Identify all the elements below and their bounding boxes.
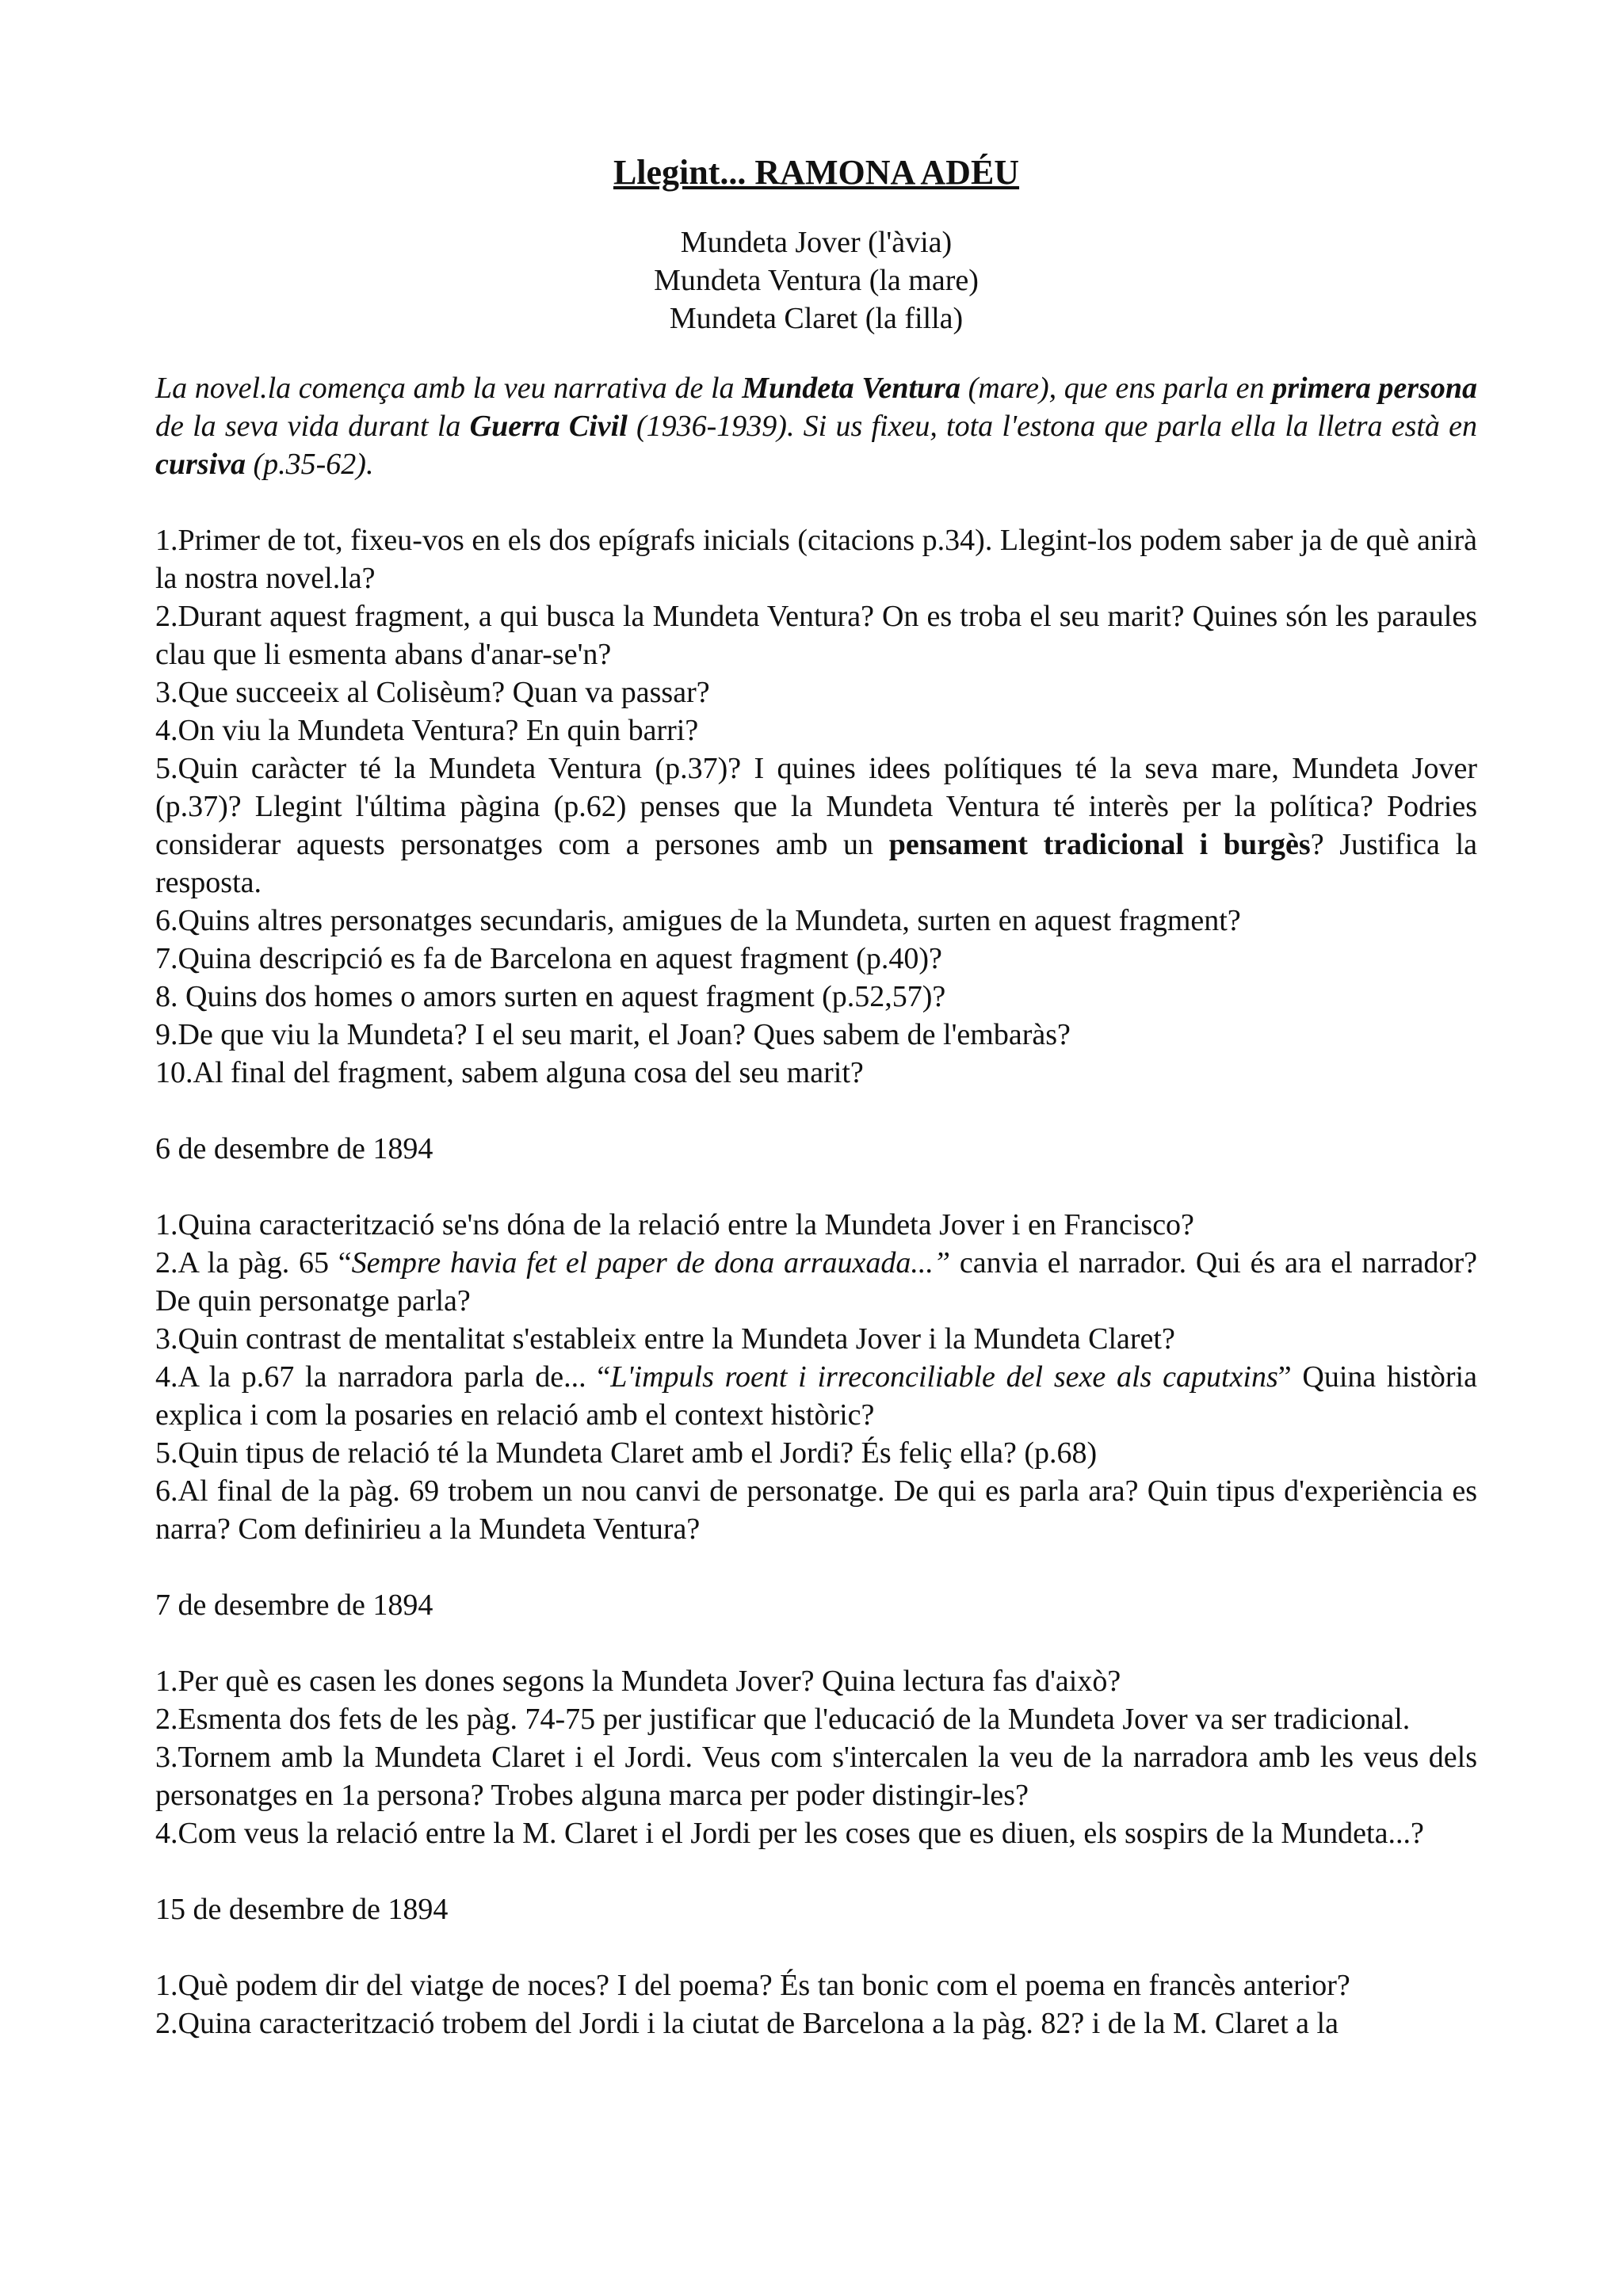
question: 5.Quin caràcter té la Mundeta Ventura (p.37)? I quines idees polítiques té la seva mare, Mundeta Jover (p.37)? Llegint l'última pàgina (p.62) penses que la Mundeta Ventura té interès per la política? Podries considerar aquests personatges com a persones amb un pensament tradicional i burgès? Justifica la resposta. — [155, 752, 1477, 899]
question: 3.Quin contrast de mentalitat s'estableix entre la Mundeta Jover i la Mundeta Claret? — [155, 1322, 1175, 1356]
question: 8. Quins dos homes o amors surten en aquest fragment (p.52,57)? — [155, 980, 946, 1013]
question: 2.Durant aquest fragment, a qui busca la Mundeta Ventura? On es troba el seu marit? Quines són les paraules clau que li esmenta abans d'anar-se'n? — [155, 600, 1477, 671]
question: 4.Com veus la relació entre la M. Claret i el Jordi per les coses que es diuen, els sospirs de la Mundeta...? — [155, 1817, 1424, 1850]
question: 2.A la pàg. 65 “Sempre havia fet el paper de dona arrauxada...” canvia el narrador. Qui és ara el narrador? De quin personatge parla? — [155, 1246, 1477, 1318]
question: 3.Tornem amb la Mundeta Claret i el Jordi. Veus com s'intercalen la veu de la narradora amb les veus dels personatges en 1a persona? Trobes alguna marca per poder distingir-les? — [155, 1741, 1477, 1812]
questions-section-4 — [155, 1966, 1477, 2042]
intro-paragraph: La novel.la comença amb la veu narrativa de la Mundeta Ventura (mare), que ens parla en primera persona de la seva vida durant la Guerra Civil (1936-1939). Si us fixeu, tota l'estona que parla ella la lletra està en cursiva (p.35-62). — [155, 372, 1478, 481]
character-item: Mundeta Claret (la filla) — [669, 302, 964, 335]
document-page — [155, 151, 1477, 2081]
question: 7.Quina descripció es fa de Barcelona en aquest fragment (p.40)? — [155, 942, 942, 975]
question: 6.Al final de la pàg. 69 trobem un nou canvi de personatge. De qui es parla ara? Quin tipus d'experiència es narra? Com definirieu a la Mundeta Ventura? — [155, 1474, 1477, 1546]
question: 2.Esmenta dos fets de les pàg. 74-75 per justificar que l'educació de la Mundeta Jover va ser tradicional. — [155, 1703, 1411, 1736]
question: 1.Primer de tot, fixeu-vos en els dos epígrafs inicials (citacions p.34). Llegint-los podem saber ja de què anirà la nostra novel.la? — [155, 524, 1477, 595]
question: 4.On viu la Mundeta Ventura? En quin barri? — [155, 714, 699, 747]
question: 5.Quin tipus de relació té la Mundeta Claret amb el Jordi? És feliç ella? (p.68) — [155, 1436, 1098, 1470]
question: 1.Per què es casen les dones segons la Mundeta Jover? Quina lectura fas d'això? — [155, 1665, 1121, 1698]
question: 6.Quins altres personatges secundaris, amigues de la Mundeta, surten en aquest fragment? — [155, 904, 1241, 937]
question: 3.Que succeeix al Colisèum? Quan va passar? — [155, 676, 710, 709]
question: 1.Quina caracterització se'ns dóna de la relació entre la Mundeta Jover i en Francisco? — [155, 1208, 1194, 1241]
character-list — [155, 223, 1477, 338]
questions-section-2 — [155, 1206, 1477, 1548]
question: 4.A la p.67 la narradora parla de... “L'impuls roent i irreconciliable del sexe als caputxins” Quina història explica i com la posaries en relació amb el context històric? — [155, 1360, 1477, 1432]
character-item: Mundeta Jover (l'àvia) — [680, 226, 953, 259]
section-date: 6 de desembre de 1894 — [155, 1132, 433, 1165]
section-date: 7 de desembre de 1894 — [155, 1589, 433, 1622]
questions-section-3 — [155, 1662, 1477, 1852]
question: 2.Quina caracterització trobem del Jordi i la ciutat de Barcelona a la pàg. 82? i de la M. Claret a la — [155, 2007, 1338, 2040]
character-item: Mundeta Ventura (la mare) — [654, 264, 979, 297]
page-title: Llegint... RAMONA ADÉU — [613, 153, 1020, 192]
question: 10.Al final del fragment, sabem alguna cosa del seu marit? — [155, 1056, 864, 1089]
question: 1.Què podem dir del viatge de noces? I del poema? És tan bonic com el poema en francès anterior? — [155, 1969, 1350, 2002]
questions-section-1 — [155, 521, 1477, 1092]
section-date: 15 de desembre de 1894 — [155, 1893, 449, 1926]
question: 9.De que viu la Mundeta? I el seu marit, el Joan? Ques sabem de l'embaràs? — [155, 1018, 1071, 1051]
